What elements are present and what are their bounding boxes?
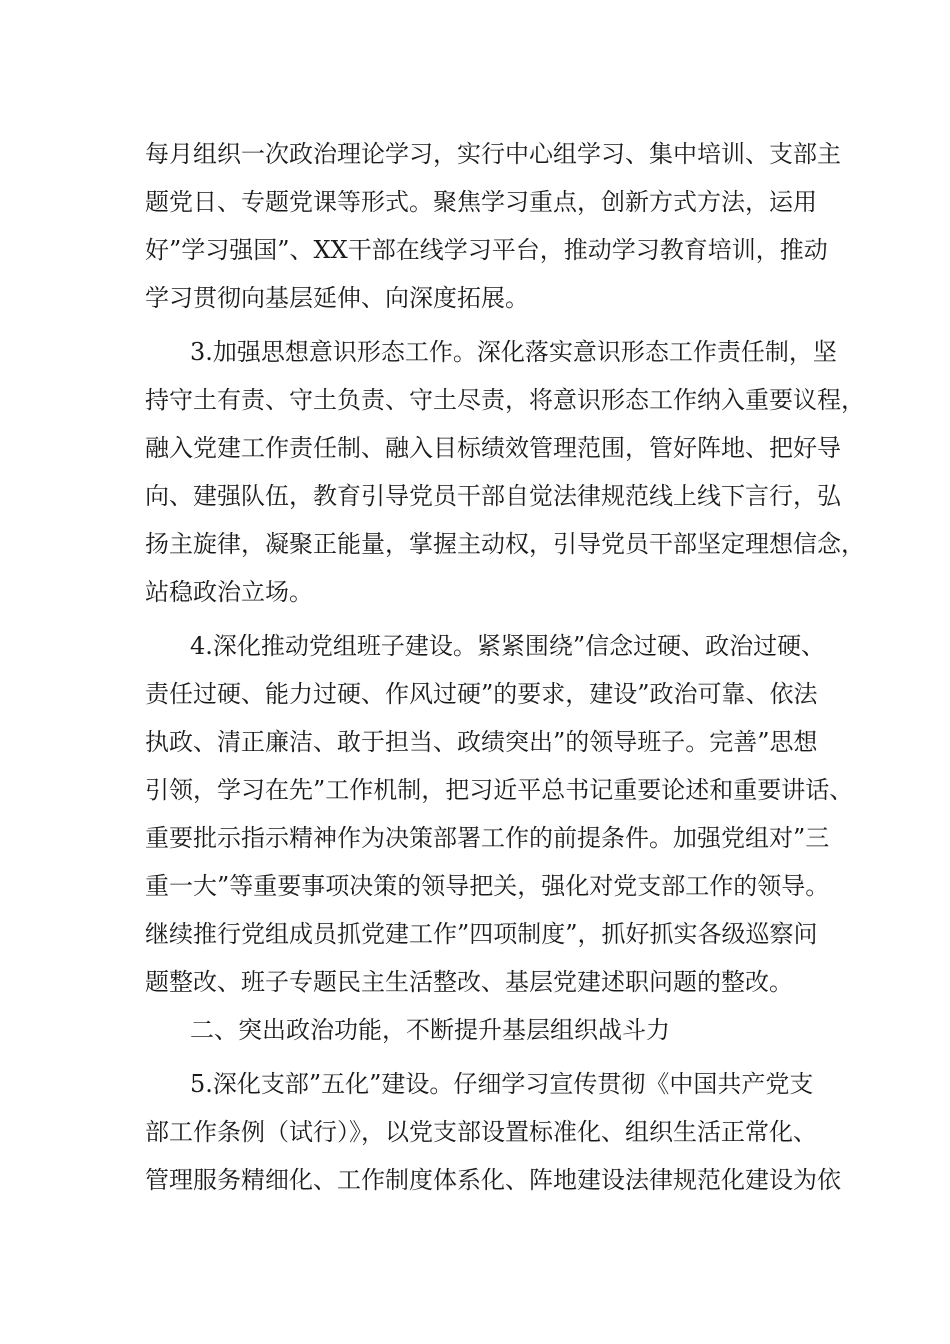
paragraph-5-heading-line: 5.深化支部”五化”建设。仔细学习宣传贯彻《中国共产党支 (190, 1070, 814, 1098)
paragraph-3-heading-line: 3.加强思想意识形态工作。深化落实意识形态工作责任制，坚 (190, 338, 837, 366)
text-line: 引领，学习在先”工作机制，把习近平总书记重要论述和重要讲话、 (145, 776, 854, 804)
text-line: 重要批示指示精神作为决策部署工作的前提条件。加强党组对”三 (145, 824, 830, 852)
section-heading: 二、突出政治功能，不断提升基层组织战斗力 (190, 1016, 670, 1044)
text-line: 题整改、班子专题民主生活整改、基层党建述职问题的整改。 (145, 968, 793, 996)
paragraph-4-heading-line: 4.深化推动党组班子建设。紧紧围绕”信念过硬、政治过硬、 (190, 632, 826, 660)
text-line: 题党日、专题党课等形式。聚焦学习重点，创新方式方法，运用 (145, 188, 817, 216)
text-line: 扬主旋律，凝聚正能量，掌握主动权，引导党员干部坚定理想信念， (145, 530, 865, 558)
text-line: 管理服务精细化、工作制度体系化、阵地建设法律规范化建设为依 (145, 1166, 841, 1194)
text-line: 责任过硬、能力过硬、作风过硬”的要求，建设”政治可靠、依法 (145, 680, 818, 708)
text-line: 继续推行党组成员抓党建工作”四项制度”，抓好抓实各级巡察问 (145, 920, 818, 948)
text-line: 重一大”等重要事项决策的领导把关，强化对党支部工作的领导。 (145, 872, 830, 900)
text-line: 站稳政治立场。 (145, 578, 313, 606)
text-line: 执政、清正廉洁、敢于担当、政绩突出”的领导班子。完善”思想 (145, 728, 818, 756)
text-line: 融入党建工作责任制、融入目标绩效管理范围，管好阵地、把好导 (145, 434, 841, 462)
text-line: 好”学习强国”、XX干部在线学习平台，推动学习教育培训，推动 (145, 236, 828, 264)
text-line: 每月组织一次政治理论学习，实行中心组学习、集中培训、支部主 (145, 140, 841, 168)
text-line: 学习贯彻向基层延伸、向深度拓展。 (145, 284, 529, 312)
text-line: 持守土有责、守土负责、守土尽责，将意识形态工作纳入重要议程， (145, 386, 865, 414)
text-line: 部工作条例（试行）》，以党支部设置标准化、组织生活正常化、 (145, 1118, 817, 1146)
text-line: 向、建强队伍，教育引导党员干部自觉法律规范线上线下言行，弘 (145, 482, 841, 510)
